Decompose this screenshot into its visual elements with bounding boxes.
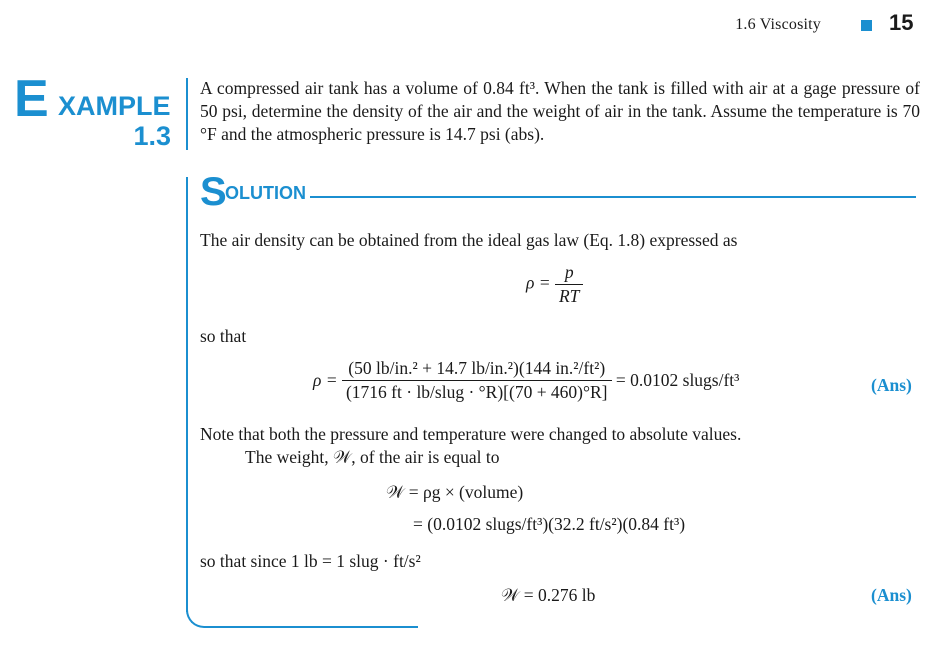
eq2-fraction	[342, 358, 612, 403]
solution-heading-initial: S	[200, 170, 227, 214]
eq2-result: = 0.0102 slugs/ft³	[615, 370, 740, 390]
running-header-section: 1.6 Viscosity	[735, 16, 821, 33]
answer-label-weight: (Ans)	[871, 585, 912, 605]
weight-intro: The weight, 𝒲, of the air is equal to	[245, 447, 500, 467]
header-square-marker	[861, 20, 872, 31]
so-that-text: so that	[200, 326, 247, 346]
eq1-numerator: p	[555, 262, 583, 285]
example-label-initial: E	[14, 70, 49, 128]
example-number: 1.3	[133, 121, 171, 151]
note-absolute-values: Note that both the pressure and temperature were changed to absolute values.	[200, 424, 742, 444]
equation-weight-result: 𝒲 = 0.276 lb	[501, 585, 596, 605]
eq2-denominator: (1716 ft · lb/slug · °R)[(70 + 460)°R]	[345, 382, 608, 402]
eq1-lhs: ρ =	[526, 272, 551, 293]
unit-conversion-text: so that since 1 lb = 1 slug · ft/s²	[200, 551, 421, 571]
equation-ideal-gas	[526, 262, 583, 307]
eq1-fraction	[555, 262, 583, 307]
page-number: 15	[889, 10, 914, 35]
equation-weight-line2: = (0.0102 slugs/ft³)(32.2 ft/s²)(0.84 ft³)	[413, 514, 686, 534]
answer-label-density: (Ans)	[871, 375, 912, 395]
example-frame-bottom	[204, 626, 418, 628]
solution-intro: The air density can be obtained from the ideal gas law (Eq. 1.8) expressed as	[200, 230, 738, 250]
example-frame-line	[186, 177, 188, 612]
equation-density	[313, 358, 739, 403]
eq2-numerator: (50 lb/in.² + 14.7 lb/in.²)(144 in.²/ft²)	[342, 358, 612, 381]
problem-statement: A compressed air tank has a volume of 0.84 ft³. When the tank is filled with air at a gage pressure of 50 psi, determine the density of the air and the weight of air in the tank. Assume the temperature is 70 °F and the atmospheric pressure is 14.7 psi (abs).	[200, 78, 920, 144]
example-label-text: XAMPLE	[58, 91, 171, 121]
example-label	[8, 70, 178, 157]
eq2-lhs: ρ =	[313, 370, 338, 390]
solution-heading-text: OLUTION	[225, 183, 306, 203]
example-frame-top-line	[186, 78, 188, 150]
eq1-denominator: RT	[558, 286, 580, 306]
equation-weight-line1: 𝒲 = ρg × (volume)	[386, 482, 524, 502]
example-frame-corner	[186, 600, 206, 628]
solution-rule	[310, 196, 916, 198]
